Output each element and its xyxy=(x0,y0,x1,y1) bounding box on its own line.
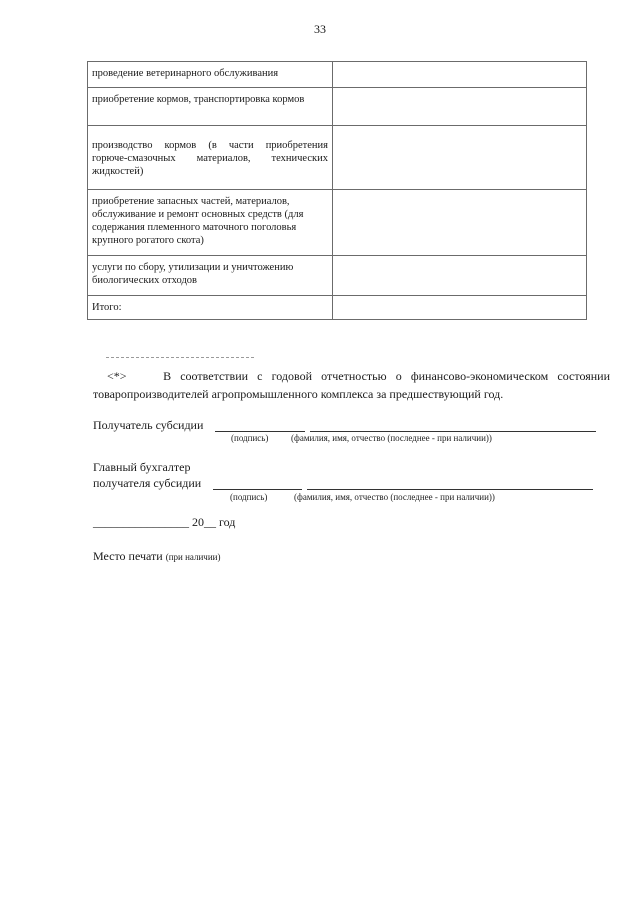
footnote-separator xyxy=(106,357,254,358)
table-row xyxy=(88,190,587,256)
table-row xyxy=(88,296,587,320)
table-row xyxy=(88,62,587,88)
footnote-line-2: товаропроизводителей агропромышленного комплекса за предшествующий год. xyxy=(93,387,504,401)
table-cell-label: приобретение запасных частей, материалов, обслуживание и ремонт основных средств (для содержания племенного маточного поголовья крупного рогатого скота) xyxy=(88,190,333,256)
seal-note: (при наличии) xyxy=(165,552,221,562)
seal-place xyxy=(93,549,220,564)
table-row xyxy=(88,126,587,190)
table-row xyxy=(88,88,587,126)
table-cell-value[interactable] xyxy=(333,256,587,296)
table-cell-label-text: производство кормов (в части приобретения горюче-смазочных материалов, технических жидкостей) xyxy=(92,140,328,177)
accountant-label-line-1: Главный бухгалтер xyxy=(93,460,191,474)
footnote-text-1: В соответствии с годовой отчетностью о финансово-экономическом состоянии xyxy=(163,369,611,383)
footnote xyxy=(93,367,610,403)
accountant-signature-line[interactable] xyxy=(213,489,302,490)
accountant-name-caption: (фамилия, имя, отчество (последнее - при наличии)) xyxy=(294,492,495,502)
expenses-table xyxy=(87,61,587,320)
footnote-marker: <*> xyxy=(107,369,127,383)
accountant-label-line-2: получателя субсидии xyxy=(93,476,202,490)
recipient-label: Получатель субсидии xyxy=(93,418,204,432)
table-cell-value[interactable] xyxy=(333,88,587,126)
table-cell-value[interactable] xyxy=(333,126,587,190)
seal-label: Место печати xyxy=(93,549,163,563)
table-cell-label xyxy=(88,126,333,190)
accountant-name-line[interactable] xyxy=(307,489,593,490)
footnote-line-1 xyxy=(93,367,610,385)
table-cell-value[interactable] xyxy=(333,62,587,88)
recipient-name-caption: (фамилия, имя, отчество (последнее - при наличии)) xyxy=(291,433,492,443)
recipient-signature-line[interactable] xyxy=(215,431,305,432)
table-cell-label: проведение ветеринарного обслуживания xyxy=(88,62,333,88)
recipient-signature-caption: (подпись) xyxy=(231,433,269,443)
page-number: 33 xyxy=(314,22,326,36)
table-cell-label: Итого: xyxy=(88,296,333,320)
table-cell-value[interactable] xyxy=(333,296,587,320)
accountant-signature-caption: (подпись) xyxy=(230,492,268,502)
table-row xyxy=(88,256,587,296)
recipient-name-line[interactable] xyxy=(310,431,596,432)
table-cell-label: услуги по сбору, утилизации и уничтожению биологических отходов xyxy=(88,256,333,296)
table-cell-label: приобретение кормов, транспортировка кормов xyxy=(88,88,333,126)
date-line[interactable]: ________________ 20__ год xyxy=(93,515,236,529)
table-cell-value[interactable] xyxy=(333,190,587,256)
